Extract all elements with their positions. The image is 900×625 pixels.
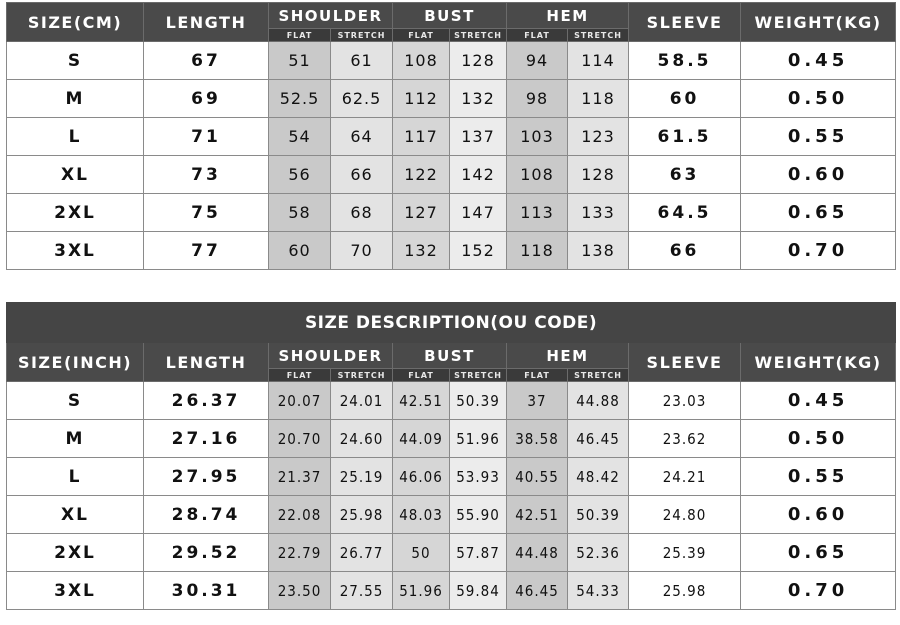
cell-hem-flat: 42.51 — [507, 496, 568, 534]
cell-hem-flat: 118 — [507, 232, 568, 270]
cell-bust-flat: 127 — [393, 194, 450, 232]
cell-size: 2XL — [7, 534, 144, 572]
header-shoulder: SHOULDER — [269, 3, 393, 29]
cell-bust-stretch: 50.39 — [450, 382, 507, 420]
cell-weight: 0.45 — [741, 382, 896, 420]
cell-weight: 0.70 — [741, 232, 896, 270]
cell-hem-flat: 103 — [507, 118, 568, 156]
subheader-flat: FLAT — [269, 369, 331, 382]
table-row — [7, 80, 896, 118]
cell-bust-flat: 46.06 — [393, 458, 450, 496]
cell-size: M — [7, 80, 144, 118]
cell-bust-flat: 108 — [393, 42, 450, 80]
table-row — [7, 232, 896, 270]
cell-bust-flat: 48.03 — [393, 496, 450, 534]
header-length: LENGTH — [144, 343, 269, 382]
cell-weight: 0.55 — [741, 118, 896, 156]
header-weight: WEIGHT(KG) — [741, 343, 896, 382]
cell-weight: 0.70 — [741, 572, 896, 610]
cell-bust-stretch: 142 — [450, 156, 507, 194]
cell-shoulder-flat: 20.07 — [269, 382, 331, 420]
cell-hem-stretch: 138 — [568, 232, 629, 270]
table-row — [7, 118, 896, 156]
cell-hem-flat: 94 — [507, 42, 568, 80]
cell-shoulder-flat: 20.70 — [269, 420, 331, 458]
cell-length: 75 — [144, 194, 269, 232]
header-bust: BUST — [393, 3, 507, 29]
cell-bust-flat: 112 — [393, 80, 450, 118]
cell-length: 28.74 — [144, 496, 269, 534]
cell-length: 77 — [144, 232, 269, 270]
cell-length: 69 — [144, 80, 269, 118]
cell-shoulder-flat: 54 — [269, 118, 331, 156]
subheader-flat: FLAT — [269, 29, 331, 42]
cell-size: XL — [7, 496, 144, 534]
cell-shoulder-flat: 51 — [269, 42, 331, 80]
cell-sleeve: 23.03 — [629, 382, 741, 420]
cell-shoulder-stretch: 25.98 — [331, 496, 393, 534]
cell-shoulder-stretch: 62.5 — [331, 80, 393, 118]
cell-size: 3XL — [7, 232, 144, 270]
cell-shoulder-stretch: 70 — [331, 232, 393, 270]
cell-shoulder-stretch: 68 — [331, 194, 393, 232]
cell-bust-flat: 132 — [393, 232, 450, 270]
cell-weight: 0.50 — [741, 80, 896, 118]
cell-weight: 0.60 — [741, 156, 896, 194]
cell-hem-stretch: 114 — [568, 42, 629, 80]
header-sleeve: SLEEVE — [629, 343, 741, 382]
cell-sleeve: 66 — [629, 232, 741, 270]
cell-size: XL — [7, 156, 144, 194]
cell-shoulder-flat: 52.5 — [269, 80, 331, 118]
header-sleeve: SLEEVE — [629, 3, 741, 42]
size-table-cm — [6, 2, 896, 270]
cell-sleeve: 63 — [629, 156, 741, 194]
cell-bust-stretch: 51.96 — [450, 420, 507, 458]
cell-length: 26.37 — [144, 382, 269, 420]
cell-length: 71 — [144, 118, 269, 156]
cell-bust-flat: 51.96 — [393, 572, 450, 610]
cell-hem-flat: 37 — [507, 382, 568, 420]
cell-bust-stretch: 59.84 — [450, 572, 507, 610]
cell-hem-stretch: 48.42 — [568, 458, 629, 496]
cell-sleeve: 24.21 — [629, 458, 741, 496]
cell-sleeve: 58.5 — [629, 42, 741, 80]
cell-size: L — [7, 118, 144, 156]
table-row — [7, 496, 896, 534]
cell-shoulder-flat: 21.37 — [269, 458, 331, 496]
table-row — [7, 382, 896, 420]
subheader-stretch: STRETCH — [568, 369, 629, 382]
cell-hem-flat: 38.58 — [507, 420, 568, 458]
header-length: LENGTH — [144, 3, 269, 42]
cell-bust-flat: 50 — [393, 534, 450, 572]
cell-bust-stretch: 147 — [450, 194, 507, 232]
cell-shoulder-stretch: 27.55 — [331, 572, 393, 610]
cell-shoulder-stretch: 61 — [331, 42, 393, 80]
cell-bust-stretch: 137 — [450, 118, 507, 156]
table-row — [7, 42, 896, 80]
cell-size: 2XL — [7, 194, 144, 232]
cell-hem-stretch: 52.36 — [568, 534, 629, 572]
table-body — [7, 42, 896, 270]
cell-size: S — [7, 42, 144, 80]
table-row — [7, 458, 896, 496]
cell-length: 73 — [144, 156, 269, 194]
cell-bust-stretch: 55.90 — [450, 496, 507, 534]
cell-size: 3XL — [7, 572, 144, 610]
header-size: SIZE(INCH) — [7, 343, 144, 382]
size-table-inch — [6, 302, 896, 610]
subheader-stretch: STRETCH — [331, 29, 393, 42]
cell-weight: 0.45 — [741, 42, 896, 80]
cell-sleeve: 25.98 — [629, 572, 741, 610]
cell-shoulder-flat: 23.50 — [269, 572, 331, 610]
table-row — [7, 420, 896, 458]
subheader-stretch: STRETCH — [331, 369, 393, 382]
cell-length: 27.95 — [144, 458, 269, 496]
cell-shoulder-flat: 58 — [269, 194, 331, 232]
subheader-flat: FLAT — [507, 369, 568, 382]
cell-shoulder-stretch: 66 — [331, 156, 393, 194]
cell-bust-stretch: 152 — [450, 232, 507, 270]
cell-sleeve: 64.5 — [629, 194, 741, 232]
cell-weight: 0.60 — [741, 496, 896, 534]
cell-sleeve: 25.39 — [629, 534, 741, 572]
cell-hem-flat: 46.45 — [507, 572, 568, 610]
cell-weight: 0.55 — [741, 458, 896, 496]
cell-shoulder-flat: 60 — [269, 232, 331, 270]
cell-hem-stretch: 128 — [568, 156, 629, 194]
cell-bust-stretch: 132 — [450, 80, 507, 118]
cell-size: S — [7, 382, 144, 420]
cell-shoulder-stretch: 24.60 — [331, 420, 393, 458]
subheader-flat: FLAT — [393, 369, 450, 382]
cell-weight: 0.50 — [741, 420, 896, 458]
cell-length: 27.16 — [144, 420, 269, 458]
cell-hem-stretch: 118 — [568, 80, 629, 118]
header-weight: WEIGHT(KG) — [741, 3, 896, 42]
cell-shoulder-stretch: 26.77 — [331, 534, 393, 572]
cell-length: 67 — [144, 42, 269, 80]
cell-hem-stretch: 44.88 — [568, 382, 629, 420]
header-hem: HEM — [507, 343, 629, 369]
cell-bust-flat: 122 — [393, 156, 450, 194]
cell-hem-stretch: 46.45 — [568, 420, 629, 458]
cell-hem-stretch: 133 — [568, 194, 629, 232]
cell-hem-flat: 108 — [507, 156, 568, 194]
cell-bust-flat: 44.09 — [393, 420, 450, 458]
cell-length: 29.52 — [144, 534, 269, 572]
cell-bust-stretch: 128 — [450, 42, 507, 80]
cell-shoulder-flat: 22.08 — [269, 496, 331, 534]
cell-size: M — [7, 420, 144, 458]
subheader-flat: FLAT — [393, 29, 450, 42]
cell-size: L — [7, 458, 144, 496]
cell-shoulder-flat: 22.79 — [269, 534, 331, 572]
cell-bust-stretch: 57.87 — [450, 534, 507, 572]
cell-bust-flat: 42.51 — [393, 382, 450, 420]
table-body — [7, 382, 896, 610]
cell-hem-flat: 113 — [507, 194, 568, 232]
cell-weight: 0.65 — [741, 194, 896, 232]
header-size: SIZE(CM) — [7, 3, 144, 42]
subheader-stretch: STRETCH — [450, 369, 507, 382]
cell-hem-stretch: 123 — [568, 118, 629, 156]
table-row — [7, 194, 896, 232]
subheader-stretch: STRETCH — [450, 29, 507, 42]
cell-hem-flat: 44.48 — [507, 534, 568, 572]
header-hem: HEM — [507, 3, 629, 29]
table-row — [7, 572, 896, 610]
cell-hem-stretch: 54.33 — [568, 572, 629, 610]
header-shoulder: SHOULDER — [269, 343, 393, 369]
cell-sleeve: 23.62 — [629, 420, 741, 458]
cell-bust-flat: 117 — [393, 118, 450, 156]
cell-length: 30.31 — [144, 572, 269, 610]
cell-weight: 0.65 — [741, 534, 896, 572]
cell-sleeve: 61.5 — [629, 118, 741, 156]
cell-hem-flat: 98 — [507, 80, 568, 118]
cell-hem-flat: 40.55 — [507, 458, 568, 496]
cell-bust-stretch: 53.93 — [450, 458, 507, 496]
cell-sleeve: 24.80 — [629, 496, 741, 534]
size-description-banner: SIZE DESCRIPTION(OU CODE) — [7, 303, 896, 343]
cell-shoulder-stretch: 24.01 — [331, 382, 393, 420]
cell-shoulder-flat: 56 — [269, 156, 331, 194]
subheader-stretch: STRETCH — [568, 29, 629, 42]
cell-shoulder-stretch: 25.19 — [331, 458, 393, 496]
cell-shoulder-stretch: 64 — [331, 118, 393, 156]
cell-sleeve: 60 — [629, 80, 741, 118]
table-row — [7, 534, 896, 572]
subheader-flat: FLAT — [507, 29, 568, 42]
header-bust: BUST — [393, 343, 507, 369]
cell-hem-stretch: 50.39 — [568, 496, 629, 534]
table-row — [7, 156, 896, 194]
